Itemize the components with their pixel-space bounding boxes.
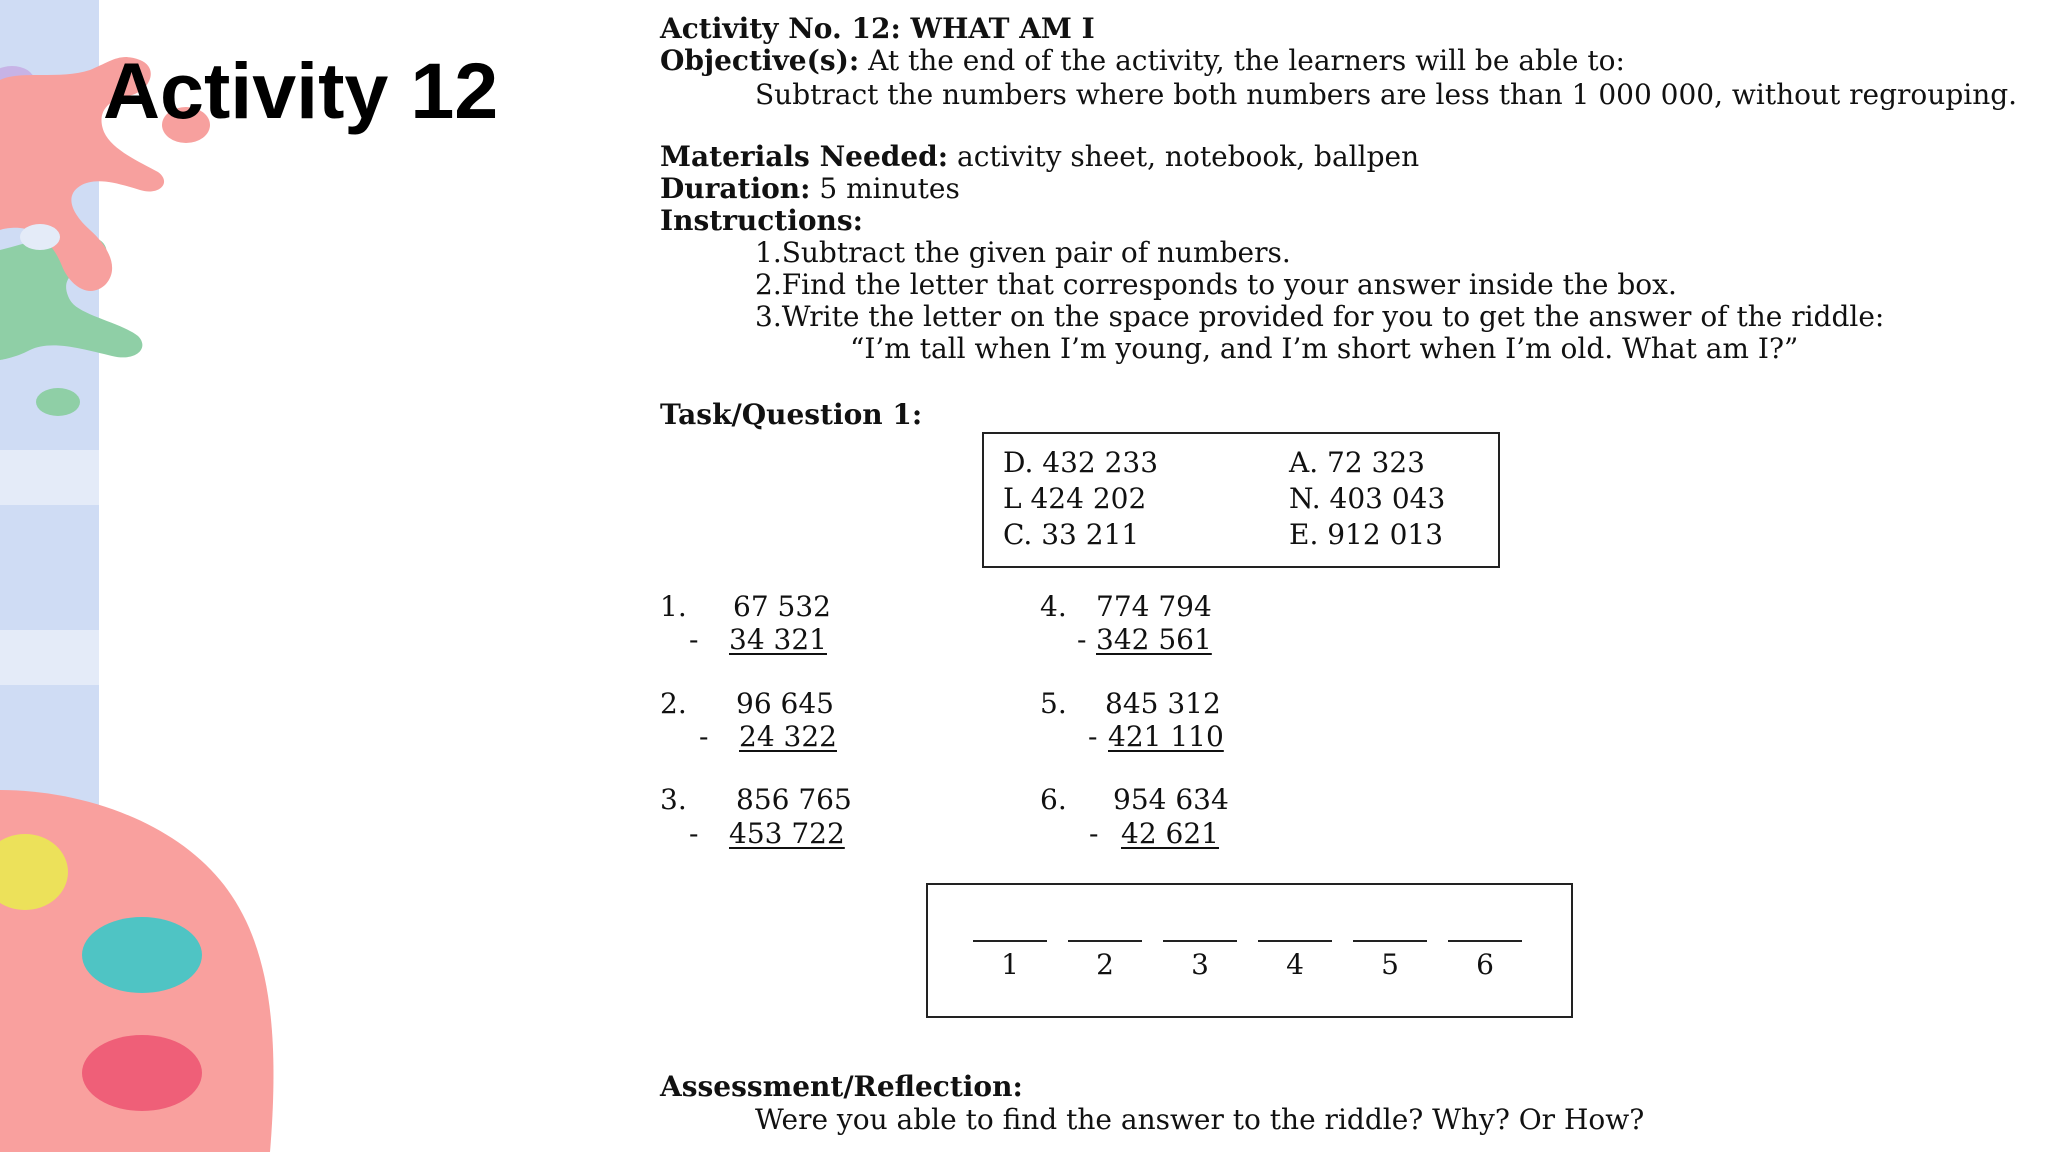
choice-item: E. 912 013 bbox=[1289, 518, 1444, 551]
answer-slot-number: 6 bbox=[1476, 948, 1494, 981]
instruction-item: 1.Subtract the given pair of numbers. bbox=[755, 236, 1291, 269]
duration-line bbox=[660, 172, 960, 205]
minus-sign: - bbox=[1077, 623, 1087, 656]
assessment-text: Were you able to find the answer to the riddle? Why? Or How? bbox=[755, 1103, 1645, 1136]
instruction-item: 3.Write the letter on the space provided for you to get the answer of the riddle: bbox=[755, 300, 1885, 333]
problem-subtrahend: 34 321 bbox=[729, 623, 827, 656]
answer-slot-number: 4 bbox=[1286, 948, 1304, 981]
choice-item: C. 33 211 bbox=[1003, 518, 1140, 551]
minus-sign: - bbox=[699, 720, 709, 753]
choice-item: L 424 202 bbox=[1003, 482, 1147, 515]
problem-minuend: 67 532 bbox=[733, 590, 831, 623]
activity-heading: Activity No. 12: WHAT AM I bbox=[660, 12, 1095, 45]
answer-slot-number: 5 bbox=[1381, 948, 1399, 981]
choice-item: D. 432 233 bbox=[1003, 446, 1159, 479]
instructions-label: Instructions: bbox=[660, 204, 864, 237]
answer-slot-number: 2 bbox=[1096, 948, 1114, 981]
assessment-label: Assessment/Reflection: bbox=[660, 1070, 1023, 1103]
problem-subtrahend: 24 322 bbox=[739, 720, 837, 753]
minus-sign: - bbox=[1088, 720, 1098, 753]
choice-item: A. 72 323 bbox=[1289, 446, 1425, 479]
answer-blank[interactable] bbox=[973, 940, 1047, 942]
problem-number: 1. bbox=[660, 590, 687, 623]
instruction-item: 2.Find the letter that corresponds to your answer inside the box. bbox=[755, 268, 1677, 301]
duration-label: Duration: bbox=[660, 172, 811, 205]
materials-text: activity sheet, notebook, ballpen bbox=[957, 140, 1420, 173]
riddle-text: “I’m tall when I’m young, and I’m short when I’m old. What am I?” bbox=[850, 332, 1799, 365]
problem-minuend: 845 312 bbox=[1105, 687, 1221, 720]
problem-subtrahend: 342 561 bbox=[1096, 623, 1212, 656]
slide-title: Activity 12 bbox=[103, 46, 499, 135]
problem-number: 6. bbox=[1040, 783, 1067, 816]
materials-line bbox=[660, 140, 1419, 173]
answer-blank[interactable] bbox=[1353, 940, 1427, 942]
materials-label: Materials Needed: bbox=[660, 140, 949, 173]
problem-number: 5. bbox=[1040, 687, 1067, 720]
problem-number: 4. bbox=[1040, 590, 1067, 623]
problem-subtrahend: 421 110 bbox=[1108, 720, 1224, 753]
problem-subtrahend: 453 722 bbox=[729, 817, 845, 850]
minus-sign: - bbox=[689, 623, 699, 656]
answer-blank[interactable] bbox=[1163, 940, 1237, 942]
objective-line bbox=[660, 44, 1625, 77]
answer-blank[interactable] bbox=[1068, 940, 1142, 942]
problem-subtrahend: 42 621 bbox=[1121, 817, 1219, 850]
problem-minuend: 774 794 bbox=[1096, 590, 1212, 623]
answer-blank[interactable] bbox=[1258, 940, 1332, 942]
problem-number: 2. bbox=[660, 687, 687, 720]
answer-blank[interactable] bbox=[1448, 940, 1522, 942]
objective-text: At the end of the activity, the learners will be able to: bbox=[868, 44, 1625, 77]
minus-sign: - bbox=[1089, 817, 1099, 850]
problem-minuend: 954 634 bbox=[1113, 783, 1229, 816]
task-label: Task/Question 1: bbox=[660, 398, 923, 431]
answer-slot-number: 3 bbox=[1191, 948, 1209, 981]
minus-sign: - bbox=[689, 817, 699, 850]
problem-number: 3. bbox=[660, 783, 687, 816]
objective-label: Objective(s): bbox=[660, 44, 860, 77]
choice-item: N. 403 043 bbox=[1289, 482, 1446, 515]
answer-slot-number: 1 bbox=[1001, 948, 1019, 981]
problem-minuend: 96 645 bbox=[736, 687, 834, 720]
objective-detail: Subtract the numbers where both numbers are less than 1 000 000, without regrouping. bbox=[755, 78, 2018, 111]
problem-minuend: 856 765 bbox=[736, 783, 852, 816]
duration-text: 5 minutes bbox=[819, 172, 960, 205]
